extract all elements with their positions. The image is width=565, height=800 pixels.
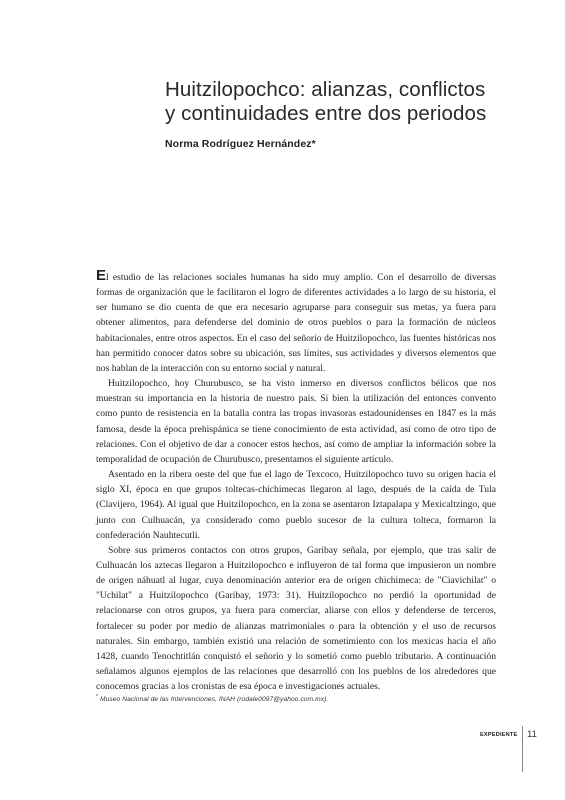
section-label: EXPEDIENTE xyxy=(480,732,518,738)
page-number: 11 xyxy=(527,729,537,740)
footer-divider xyxy=(522,726,523,772)
footnote-marker: * xyxy=(96,694,99,700)
author-name: Norma Rodríguez Hernández* xyxy=(165,138,316,150)
title-line-1: Huitzilopochco: alianzas, conflictos xyxy=(165,78,486,101)
paragraph-1-text: l estudio de las relaciones sociales humanas ha sido muy amplio. Con el desarrollo de diversas formas de organización que le facilitaron el logro de diferentes actividades a lo largo de su historia, el ser humano se dio cuenta de que era necesario agruparse para conseguir sus metas, ya fuera para obtener alimentos, para defenderse del dominio de otros pueblos o para la formación de núcleos habitacionales, entre otros aspectos. En el caso del señorío de Huitzilopochco, las fuentes históricas nos han permitido conocer datos sobre su ubicación, sus límites, sus actividades y diversos elementos que nos hablan de la interacción con su entorno social y natural. xyxy=(96,272,496,374)
footnote xyxy=(96,694,496,703)
paragraph-1 xyxy=(96,267,496,376)
footnote-text: Museo Nacional de las Intervenciones, INAH (rodale0097@yahoo.com.mx). xyxy=(99,696,329,704)
paragraph-3: Asentado en la ribera oeste del que fue el lago de Texcoco, Huitzilopochco tuvo su origen hacia el siglo XI, época en que grupos toltecas-chichimecas llegaron al lago, después de la caída de Tula (Clavijero, 1964). Al igual que Huitzilopochco, en la zona se asentaron Iztapalapa y Mexicaltzingo, que junto con Culhuacán, ya considerado como pueblo sucesor de la cultura tolteca, formaron la confederación Nauhtecutli. xyxy=(96,469,496,541)
paragraph-4: Sobre sus primeros contactos con otros grupos, Garibay señala, por ejemplo, que tras salir de Culhuacán los aztecas llegaron a Huitzilopochco e influyeron de tal forma que impusieron un nombre de origen náhuatl al lugar, cuya denominación anterior era de origen chichimeca: de "Ciavichilat" o "Uchilat" a Huitzilopochco (Garibay, 1973: 31). Huitzilopochco no perdió la oportunidad de relacionarse con otros grupos, ya fuera para comerciar, aliarse con ellos y defenderse de terceros, fortalecer su poder por medio de alianzas matrimoniales o para la obtención y el uso de recursos naturales. Sin embargo, también existió una relación de sometimiento con los mexicas hacia el año 1428, cuando Tenochtitlán conquistó el señorío y lo sometió como pueblo tributario. A continuación señalamos algunos ejemplos de las relaciones que desarrolló con los pueblos de los alrededores que conocemos gracias a los cronistas de esa época e investigaciones actuales. xyxy=(96,544,496,693)
title-line-2: y continuidades entre dos periodos xyxy=(165,102,487,125)
article-title xyxy=(165,78,525,126)
drop-cap: E xyxy=(96,267,107,284)
article-body xyxy=(96,267,496,694)
paragraph-2: Huitzilopochco, hoy Churubusco, se ha visto inmerso en diversos conflictos bélicos que nos muestran su importancia en la historia de nuestro país. Si bien la utilización del entonces convento como punto de resistencia en la batalla contra las tropas invasoras estadounidenses en 1847 es la más famosa, desde la época prehispánica se tiene conocimiento de esta actividad, así como de otro tipo de relaciones. Con el objetivo de dar a conocer estos hechos, así como de ampliar la información sobre la temporalidad de ocupación de Churubusco, presentamos el siguiente artículo. xyxy=(96,378,496,465)
